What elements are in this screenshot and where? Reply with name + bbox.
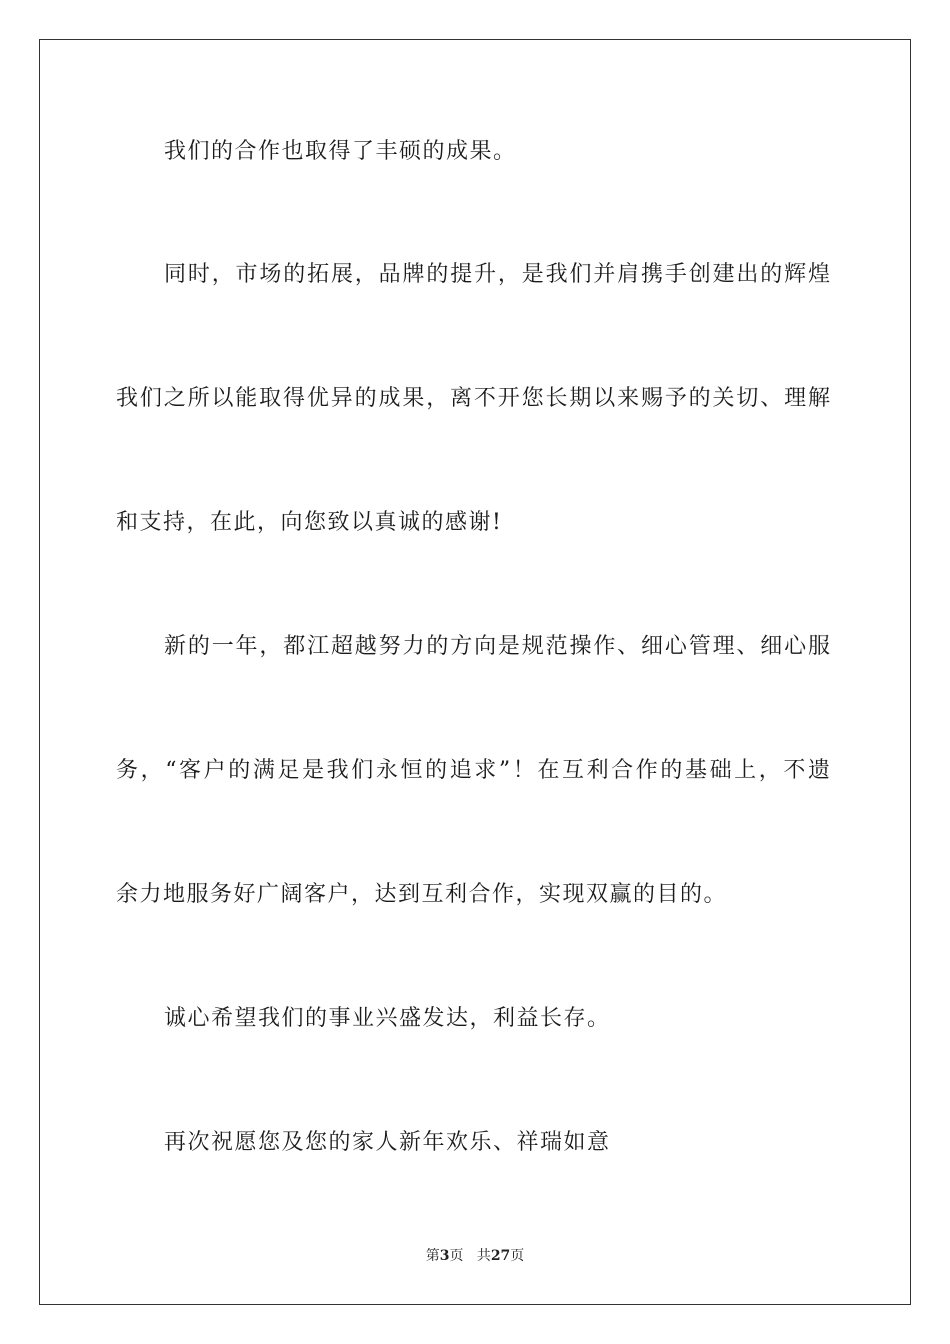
- footer-total-suffix: 页: [510, 1248, 525, 1264]
- footer-page-suffix: 页: [449, 1248, 464, 1264]
- footer-total-pages: 27: [490, 1248, 511, 1264]
- paragraph-line-2: 同时，市场的拓展，品牌的提升，是我们并肩携手创建出的辉煌: [164, 262, 830, 287]
- paragraph-line-8: 诚心希望我们的事业兴盛发达，利益长存。: [164, 1006, 611, 1031]
- footer-current-page: 3: [439, 1248, 450, 1264]
- paragraph-line-7: 余力地服务好广阔客户，达到互利合作，实现双赢的目的。: [116, 882, 728, 907]
- footer-page-prefix: 第: [425, 1248, 440, 1264]
- page-footer: [0, 1247, 950, 1265]
- page-border: [39, 39, 911, 1305]
- paragraph-line-4: 和支持，在此，向您致以真诚的感谢!: [116, 510, 503, 535]
- paragraph-line-3: 我们之所以能取得优异的成果，离不开您长期以来赐予的关切、理解: [116, 386, 830, 411]
- paragraph-line-9: 再次祝愿您及您的家人新年欢乐、祥瑞如意: [164, 1130, 611, 1155]
- paragraph-line-1: 我们的合作也取得了丰硕的成果。: [164, 139, 517, 164]
- footer-total-prefix: 共: [476, 1248, 491, 1264]
- paragraph-line-5: 新的一年，都江超越努力的方向是规范操作、细心管理、细心服: [164, 634, 830, 659]
- paragraph-line-6: 务，“客户的满足是我们永恒的追求”！在互利合作的基础上，不遗: [116, 758, 830, 783]
